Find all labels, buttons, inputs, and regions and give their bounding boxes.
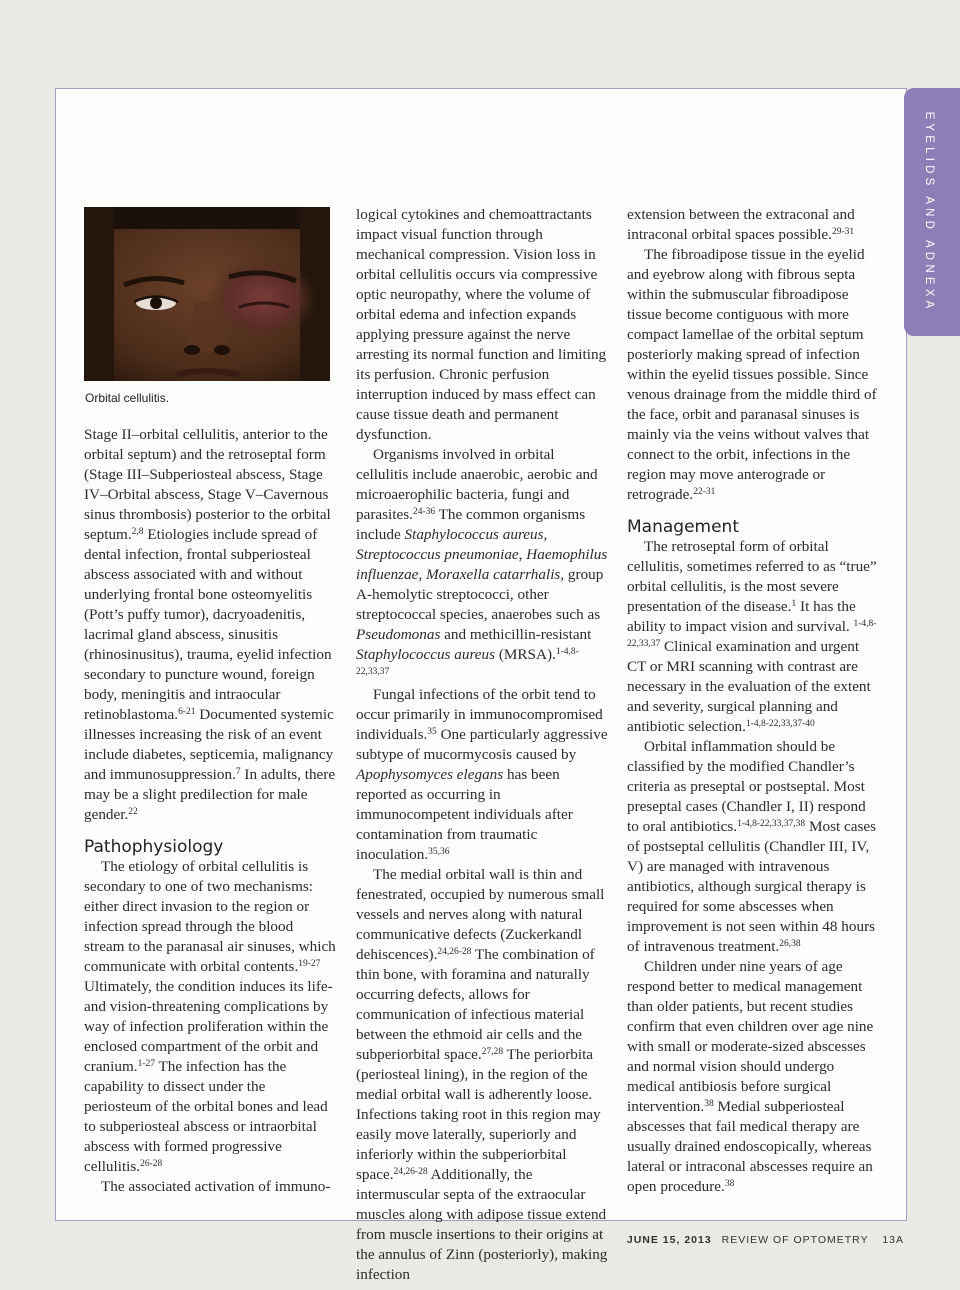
paragraph: Fungal infections of the orbit tend to occur primarily in immunocompromised individuals.$^{35}$ One particularly aggressive subtype of mucormycosis caused by Apophysomyces elegans has been reported as occurring in immunocompetent individuals after contamination from traumatic inoculation.$^{35,36}$ [356, 686, 608, 863]
citation-superscript: 24-36 [412, 507, 436, 517]
citation-superscript: 1-27 [137, 1059, 155, 1069]
section-heading-management: Management [627, 517, 739, 537]
italic-term: Haemophilus influenzae [356, 546, 608, 583]
paragraph: The medial orbital wall is thin and fenestrated, occupied by numerous small vessels and nerves along with natural communicative defects (Zuckerkandl dehiscences).$^{24,26-28}$ The combination of thin bone, with foramina and naturally occurring defects, allows for communication of infectious material between the ethmoid air cells and the subperiorbital space.$^{27,28}$ The periorbita (periosteal lining), in the region of the medial orbital wall is adherently loose. Infections taking root in this region may easily move laterally, superiorly and inferiorly within the subperiorbital space.$^{24,26-28}$ Additionally, the intermuscular septa of the extraocular muscles along with adipose tissue extend from muscle insertions to their origins at the annulus of Zinn (posteriorly), making infection [356, 866, 608, 1283]
figure-caption: Orbital cellulitis. [85, 391, 170, 405]
citation-superscript: 26,38 [779, 939, 801, 949]
text-column-1 [84, 425, 336, 1197]
italic-term: Staphylococcus aureus [404, 526, 544, 543]
section-heading-pathophysiology: Pathophysiology [84, 837, 224, 857]
section-tab-label: EYELIDS AND ADNEXA [923, 111, 935, 313]
citation-superscript: 35,36 [428, 847, 450, 857]
paragraph: The fibroadipose tissue in the eyelid and eyebrow along with fibrous septa within the submuscular fibroadipose tissue become contiguous with more compact lamellae of the orbital septum posteriorly making spread of infection within the eyelid tissues possible. Since venous drainage from the middle third of the face, orbit and paranasal sinuses is mainly via the veins without valves that connect to the orbit, infections in the region may move anterograde or retrograde.$^{22-31}$ [627, 246, 877, 503]
citation-superscript: 22-31 [693, 487, 716, 497]
italic-term: Streptococcus pneumoniae [356, 546, 519, 563]
paragraph: The etiology of orbital cellulitis is secondary to one of two mechanisms: either direct invasion to the region or infection spread through the blood stream to the paranasal air sinuses, which communicate with orbital contents.$^{19-27}$ Ultimately, the condition induces its life- and vision-threatening complications by way of infection proliferation within the enclosed compartment of the orbit and cranium.$^{1-27}$ The infection has the capability to dissect under the periosteum of the orbital bones and lead to subperiosteal abscess or intraorbital abscess with formed progressive cellulitis.$^{26-28}$ [84, 858, 336, 1175]
paragraph: Children under nine years of age respond better to medical management than older patients, but recent studies confirm that even children over age nine with small or moderate-sized abscesses and normal vision should undergo medical antibiosis before surgical intervention.$^{38}$ Medial subperiosteal abscesses that fail medical therapy are usually drained endoscopically, whereas lateral or intraconal abscesses require an open procedure.$^{38}$ [627, 958, 874, 1195]
italic-term: Apophysomyces elegans [356, 766, 504, 783]
citation-superscript: 1-4,8-22,33,37 [356, 647, 579, 677]
paragraph: The associated activation of immuno- [101, 1178, 331, 1195]
citation-superscript: 29-31 [831, 227, 855, 237]
text-column-3 [627, 205, 879, 1197]
citation-superscript: 27,28 [481, 1047, 504, 1057]
citation-superscript: 1-4,8-22,33,37-40 [745, 719, 815, 729]
paragraph: logical cytokines and chemoattractants impact visual function through mechanical compression. Vision loss in orbital cellulitis occurs via compressive optic neuropathy, where the volume of orbital edema and infection expands applying pressure against the nerve arresting its normal function and limiting its perfusion. Chronic perfusion interruption induced by mass effect can cause tissue death and permanent dysfunction. [356, 206, 607, 443]
citation-superscript: 19-27 [298, 959, 321, 969]
citation-superscript: 38 [724, 1179, 735, 1189]
paragraph: Organisms involved in orbital cellulitis include anaerobic, aerobic and microaerophilic bacteria, fungi and parasites.$^{24-36}$ The common organisms include Staphylococcus aureus, Streptococcus pneumoniae, Haemophilus influenzae, Moraxella catarrhalis, group A-hemolytic streptococci, other streptococcal species, anaerobes such as Pseudomonas and methicillin-resistant Staphylococcus aureus (MRSA).$^{1-4,8-22,33,37}$ [356, 446, 608, 677]
citation-superscript: 1-4,8-22,33,37,38 [737, 819, 806, 829]
italic-term: Pseudomonas [356, 626, 441, 643]
citation-superscript: 24,26-28 [393, 1167, 428, 1177]
text-column-2 [356, 205, 608, 1285]
citation-superscript: 2,8 [131, 527, 144, 537]
paragraph: Stage II–orbital cellulitis, anterior to the orbital septum) and the retroseptal form (Stage III–Subperiosteal abscess, Stage IV–Orbital abscess, Stage V–Cavernous sinus thrombosis) posterior to the orbital septum.$^{2,8}$ Etiologies include spread of dental infection, frontal subperiosteal abscess associated with and without underlying frontal bone osteomyelitis (Pott’s puffy tumor), dacryoadenitis, lacrimal gland abscess, sinusitis (rhinosinusitus), trauma, eyelid infection secondary to puncture wound, foreign body, meningitis and intraocular retinoblastoma.$^{6-21}$ Documented systemic illnesses increasing the risk of an event include diabetes, septicemia, malignancy and immunosuppression.$^7$ In adults, there may be a slight predilection for male gender.$^{22}$ [84, 426, 336, 823]
paragraph: The retroseptal form of orbital cellulitis, sometimes referred to as “true” orbital cellulitis, is the most severe presentation of the disease.$^1$ It has the ability to impact vision and survival. $^{1-4,8-22,33,37}$ Clinical examination and urgent CT or MRI scanning with contrast are necessary in the evaluation of the extent and severity, surgical planning and antibiotic selection.$^{1-4,8-22,33,37-40}$ [627, 538, 877, 735]
citation-superscript: 38 [704, 1099, 714, 1109]
paragraph: extension between the extraconal and intraconal orbital spaces possible.$^{29-31}$ [627, 206, 855, 243]
italic-term: Moraxella catarrhalis [426, 566, 561, 583]
footer-page-number: 13A [882, 1234, 904, 1246]
patient-face-image [84, 207, 330, 381]
citation-superscript: 1-4,8-22,33,37 [627, 619, 877, 649]
citation-superscript: 35 [427, 727, 437, 737]
citation-superscript: 22 [128, 807, 138, 817]
citation-superscript: 24,26-28 [437, 947, 472, 957]
page-footer [627, 1234, 904, 1246]
paragraph: Orbital inflammation should be classified by the modified Chandler’s criteria as preseptal or postseptal. Most preseptal cases (Chandler I, II) respond to oral antibiotics.$^{1-4,8-22,33,37,38}$ Most cases of postseptal cellulitis (Chandler III, IV, V) are managed with intravenous antibiotics, although surgical therapy is required for some abscesses when improvement is not seen within 48 hours of intravenous treatment.$^{26,38}$ [627, 738, 877, 955]
citation-superscript: 1 [791, 599, 797, 609]
figure-photo [84, 207, 330, 381]
citation-superscript: 26-28 [140, 1159, 163, 1169]
citation-superscript: 7 [235, 767, 241, 777]
citation-superscript: 6-21 [178, 707, 196, 717]
footer-date: JUNE 15, 2013 [626, 1234, 712, 1246]
footer-publication: REVIEW OF OPTOMETRY [721, 1234, 869, 1246]
italic-term: Staphylococcus aureus [356, 646, 496, 663]
